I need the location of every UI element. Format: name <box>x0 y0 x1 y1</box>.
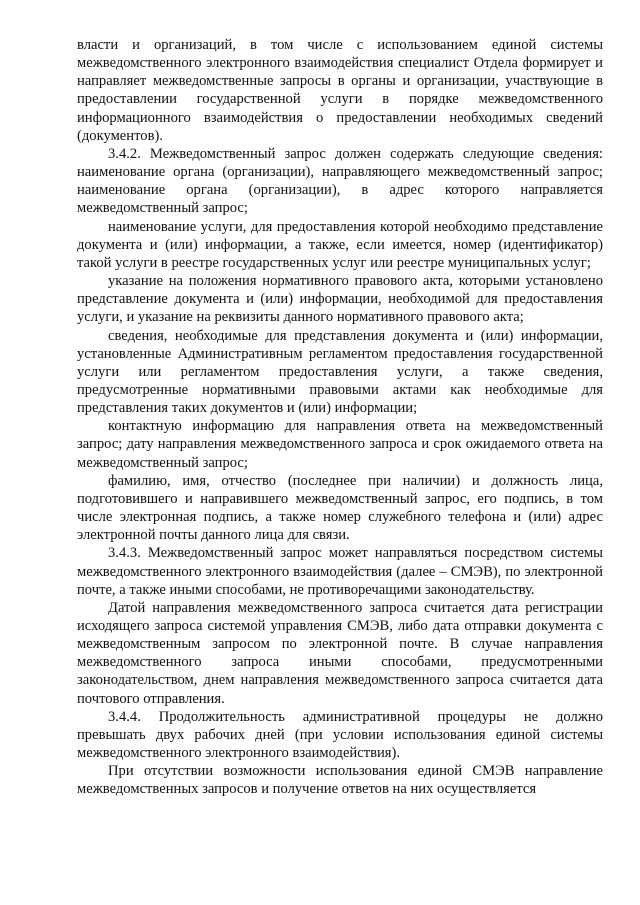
paragraph-3-4-4: 3.4.4. Продолжительность административной процедуры не должно превышать двух рабочих дней (при условии использования единой системы межведомственного электронного взаимодействия). <box>77 708 603 762</box>
paragraph-3-4-3: 3.4.3. Межведомственный запрос может направляться посредством системы межведомственного электронного взаимодействия (далее – СМЭВ), по электронной почте, а также иными способами, не противоречащими законодательству. <box>77 545 603 598</box>
document-page <box>77 36 603 799</box>
paragraph-service-name: наименование услуги, для предоставления которой необходимо представление документа и (или) информации, а также, если имеется, номер (идентификатор) такой услуги в реестре государственных услуг или реестре муниципальных услуг; <box>77 218 603 271</box>
paragraph-contact-info: контактную информацию для направления ответа на межведомственный запрос; дату направления межведомственного запроса и срок ожидаемого ответа на межведомственный запрос; <box>77 418 603 471</box>
paragraph-request-date: Датой направления межведомственного запроса считается дата регистрации исходящего запроса системой управления СМЭВ, либо дата отправки документа с межведомственным запросом по электронной почте. В случае направления межведомственного запроса иными способами, предусмотренными законодательством, днем направления межведомственного запроса считается дата почтового отправления. <box>77 599 603 707</box>
paragraph-smev-absence: При отсутствии возможности использования единой СМЭВ направление межведомственных запросов и получение ответов на них осуществляется <box>77 763 603 798</box>
paragraph-1: власти и организаций, в том числе с использованием единой системы межведомственного электронного взаимодействия специалист Отдела формирует и направляет межведомственные запросы в органы и организации, участвующие в предоставлении государственной услуги в порядке межведомственного информационного взаимодействия о предоставлении необходимых сведений (документов). <box>77 37 603 144</box>
paragraph-legal-act: указание на положения нормативного правового акта, которыми установлено представление документа и (или) информации, необходимой для предоставления услуги, и указание на реквизиты данного нормативного правового акта; <box>77 273 603 326</box>
paragraph-3-4-2: 3.4.2. Межведомственный запрос должен содержать следующие сведения: наименование органа (организации), направляющего межведомственный запрос; наименование органа (организации), в адрес которого направляется межведомственный запрос; <box>77 145 603 217</box>
paragraph-required-info: сведения, необходимые для представления документа и (или) информации, установленные Административным регламентом предоставления государственной услуги или регламентом предоставления услуги, а также сведения, предусмотренные нормативными правовыми актами как необходимые для представления таких документов и (или) информации; <box>77 327 603 417</box>
paragraph-signatory: фамилию, имя, отчество (последнее при наличии) и должность лица, подготовившего и направившего межведомственный запрос, его подпись, в том числе электронная подпись, а также номер служебного телефона и (или) адрес электронной почты данного лица для связи. <box>77 472 603 544</box>
